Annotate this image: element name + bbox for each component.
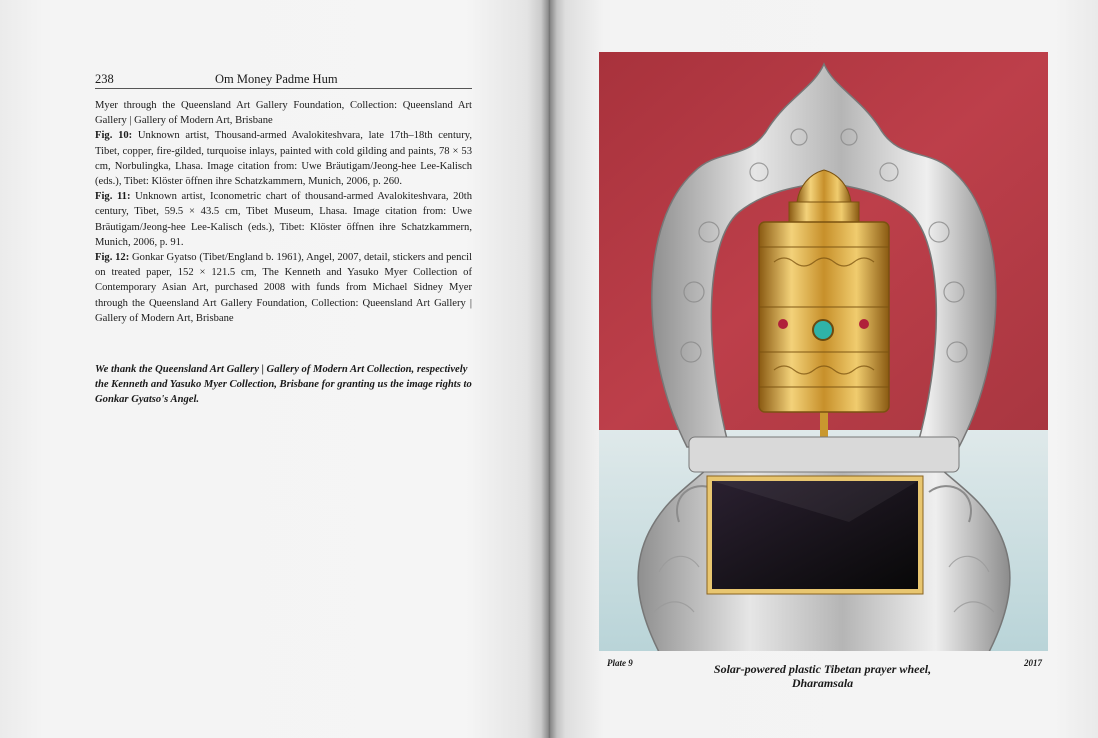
- figure-label: Fig. 11:: [95, 191, 131, 203]
- plate-caption: [680, 662, 965, 690]
- credit-text: Unknown artist, Iconometric chart of thousand-armed Avalokiteshvara, 20th century, Tibet, 59.5 × 43.5 cm, Tibet Museum, Lhasa. Image citation from: Uwe Bräutigam/Jeong-hee Lee-Kalisch (eds.), Tibet: Klöster öffnen ihre Schatzkammern, Munich, 2006, p. 91.: [95, 191, 473, 248]
- credit-paragraph: [95, 98, 472, 128]
- figure-label: Fig. 12:: [95, 252, 130, 264]
- figure-credits: [95, 98, 472, 326]
- plate-year: 2017: [1024, 658, 1042, 668]
- page-number: 238: [95, 72, 114, 86]
- credit-paragraph: [95, 128, 472, 189]
- plate-photograph: [599, 52, 1048, 651]
- prayer-wheel-illustration: [599, 52, 1048, 651]
- caption-line: Dharamsala: [791, 676, 854, 690]
- figure-label: Fig. 10:: [95, 130, 133, 142]
- caption-line: Solar-powered plastic Tibetan prayer wheel,: [713, 662, 932, 676]
- running-title: Om Money Padme Hum: [215, 72, 338, 86]
- acknowledgement: We thank the Queensland Art Gallery | Gallery of Modern Art Collection, respectively the Kenneth and Yasuko Myer Collection, Brisbane for granting us the image rights to Gonkar Gyatso's Angel.: [95, 364, 472, 406]
- credit-text: Unknown artist, Thousand-armed Avalokiteshvara, late 17th–18th century, Tibet, copper, fire-gilded, turquoise inlays, painted with cold gilding and paints, 78 × 53 cm, Norbulingka, Lhasa. Image citation from: Uwe Bräutigam/Jeong-hee Lee-Kalisch (eds.), Tibet: Klöster öffnen ihre Schatzkammern, Munich, 2006, p. 260.: [95, 130, 472, 188]
- plate-number: Plate 9: [607, 658, 633, 668]
- book-gutter: [541, 0, 557, 738]
- running-head: [95, 72, 472, 89]
- credit-paragraph: [95, 189, 472, 250]
- credit-text: Myer through the Queensland Art Gallery Foundation, Collection: Queensland Art Gallery | Gallery of Modern Art, Brisbane: [95, 100, 472, 127]
- credit-text: Gonkar Gyatso (Tibet/England b. 1961), Angel, 2007, detail, stickers and pencil on treated paper, 152 × 121.5 cm, The Kenneth and Yasuko Myer Collection of Contemporary Asian Art, purchased 2008 with funds from Michael Sidney Myer through the Queensland Art Gallery Foundation, Collection: Queensland Art Gallery | Gallery of Modern Art, Brisbane: [95, 252, 472, 324]
- credit-paragraph: [95, 250, 472, 326]
